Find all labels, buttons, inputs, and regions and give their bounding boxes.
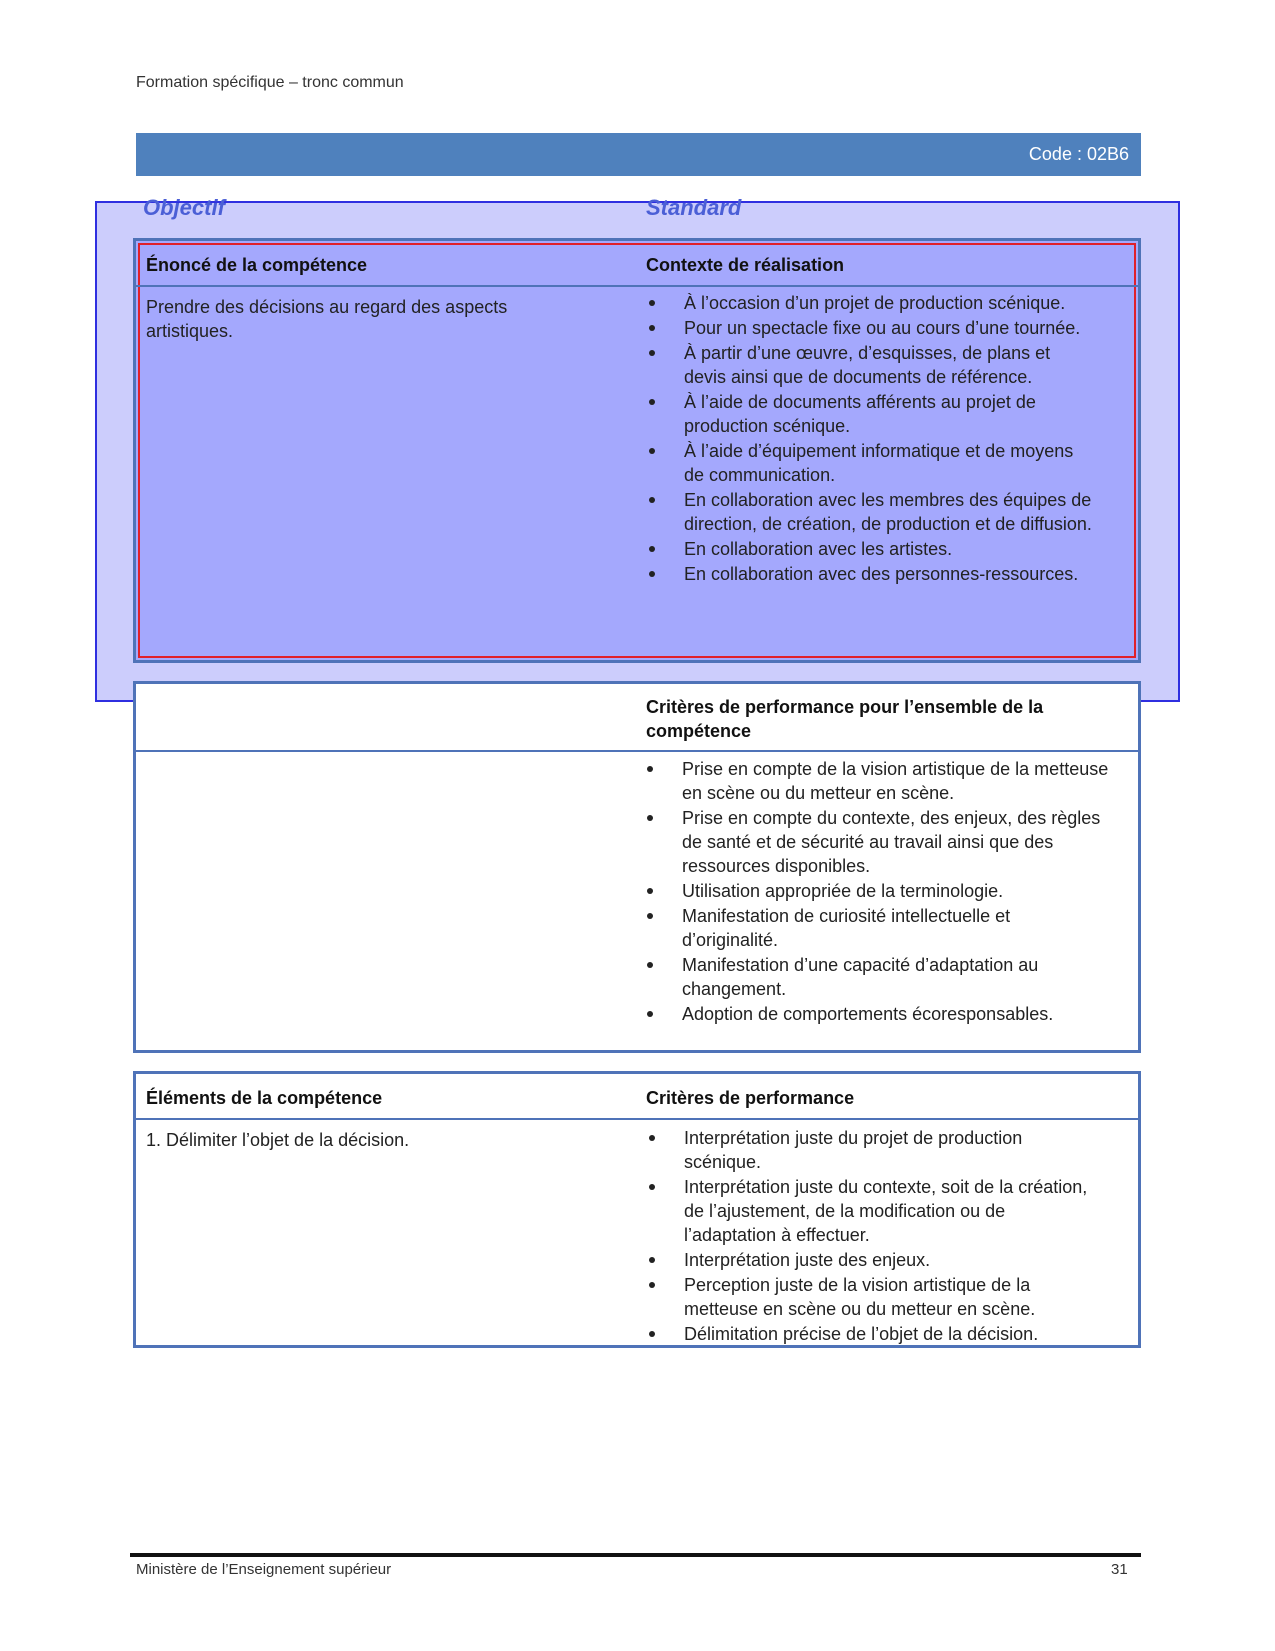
overall-criteria-list [644,757,1109,1027]
list-item [646,1322,1101,1346]
page-number: 31 [1111,1561,1128,1578]
list-item-text: En collaboration avec les membres des équipes de direction, de création, de production et de diffusion. [684,490,1092,534]
statement-table [133,238,1141,663]
list-item [644,757,1109,805]
list-item [646,1273,1101,1321]
list-item [646,341,1096,389]
list-item-text: En collaboration avec des personnes-ressources. [684,564,1079,584]
context-list [646,291,1096,587]
bullet-icon [647,1011,653,1017]
bullet-icon [649,497,655,503]
footer-rule [130,1553,1141,1557]
list-item-text: À partir d’une œuvre, d’esquisses, de plans et devis ainsi que de documents de référence. [684,343,1051,387]
list-item [646,1248,1101,1272]
bullet-icon [647,962,653,968]
performance-criteria-list [646,1126,1101,1347]
list-item-text: Perception juste de la vision artistique de la metteuse en scène ou du metteur en scène. [684,1275,1036,1319]
list-item-text: Pour un spectacle fixe ou au cours d’une tournée. [684,318,1081,338]
overall-criteria-header-row [136,684,1138,752]
bullet-icon [647,766,653,772]
list-item [644,953,1109,1001]
bullet-icon [649,399,655,405]
list-item [644,1002,1109,1026]
competency-statement: Prendre des décisions au regard des aspects artistiques. [146,297,508,341]
bullet-icon [647,888,653,894]
bullet-icon [649,300,655,306]
bullet-icon [647,913,653,919]
list-item-text: Utilisation appropriée de la terminologie. [682,881,1004,901]
list-item [644,879,1109,903]
list-item-text: Interprétation juste du contexte, soit de la création, de l’ajustement, de la modification ou de l’adaptation à effectuer. [684,1177,1088,1245]
bullet-icon [649,571,655,577]
elements-header: Éléments de la compétence [146,1088,383,1108]
bullet-icon [649,1282,655,1288]
bullet-icon [647,815,653,821]
list-item [646,291,1096,315]
list-item [646,439,1096,487]
list-item [646,316,1096,340]
bullet-icon [649,448,655,454]
overall-criteria-header: Critères de performance pour l’ensemble de la compétence [646,697,1044,741]
list-item [646,488,1096,536]
bullet-icon [649,350,655,356]
list-item-text: À l’occasion d’un projet de production scénique. [684,293,1066,313]
context-header: Contexte de réalisation [646,255,845,275]
list-item-text: À l’aide de documents afférents au projet de production scénique. [684,392,1036,436]
list-item [646,390,1096,438]
objective-heading: Objectif [143,195,225,220]
list-item-text: Manifestation de curiosité intellectuelle et d’originalité. [682,906,1011,950]
list-item [644,806,1109,878]
list-item [646,1126,1101,1174]
competency-code: Code : 02B6 [1028,144,1129,164]
list-item-text: Prise en compte du contexte, des enjeux, des règles de santé et de sécurité au travail ainsi que des ressources disponibles. [682,808,1101,876]
list-item-text: Interprétation juste du projet de production scénique. [684,1128,1023,1172]
competency-element: 1. Délimiter l’objet de la décision. [146,1130,410,1150]
list-item [646,537,1096,561]
list-item-text: Adoption de comportements écoresponsables. [682,1004,1054,1024]
list-item-text: À l’aide d’équipement informatique et de moyens de communication. [684,441,1074,485]
list-item [646,562,1096,586]
bullet-icon [649,325,655,331]
statement-table-header [136,241,1138,287]
performance-criteria-header: Critères de performance [646,1088,855,1108]
elements-table [133,1071,1141,1348]
list-item-text: En collaboration avec les artistes. [684,539,953,559]
standard-heading: Standard [646,195,742,220]
bullet-icon [649,1257,655,1263]
footer-ministry: Ministère de l’Enseignement supérieur [136,1561,392,1578]
running-header: Formation spécifique – tronc commun [136,74,404,91]
list-item-text: Interprétation juste des enjeux. [684,1250,931,1270]
bullet-icon [649,1135,655,1141]
elements-table-header [136,1074,1138,1120]
statement-header: Énoncé de la compétence [146,255,368,275]
list-item [646,1175,1101,1247]
list-item-text: Manifestation d’une capacité d’adaptation au changement. [682,955,1039,999]
list-item-text: Délimitation précise de l’objet de la décision. [684,1324,1039,1344]
bullet-icon [649,546,655,552]
overall-criteria-table [133,681,1141,1053]
code-bar [133,133,1141,176]
bullet-icon [649,1331,655,1337]
list-item [644,904,1109,952]
bullet-icon [649,1184,655,1190]
list-item-text: Prise en compte de la vision artistique de la metteuse en scène ou du metteur en scène. [682,759,1109,803]
